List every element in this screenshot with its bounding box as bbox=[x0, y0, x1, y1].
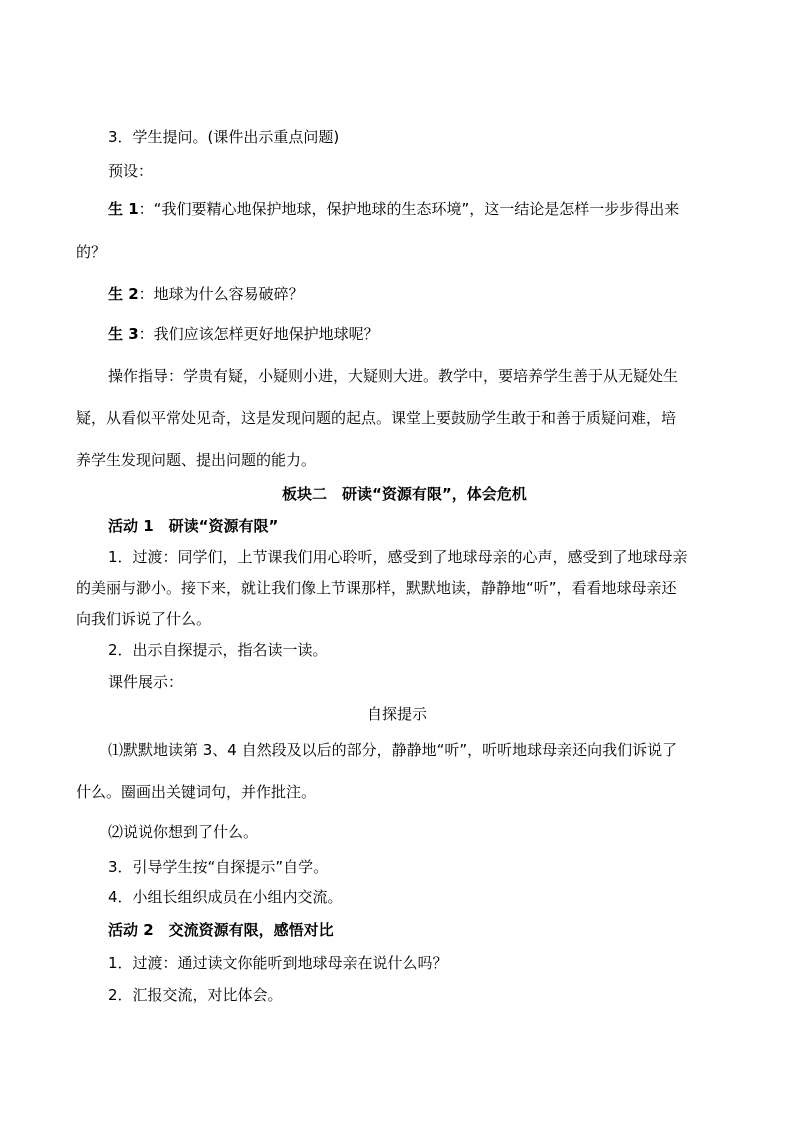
student-3-question bbox=[108, 324, 379, 344]
student-3-label: 生 3 bbox=[108, 325, 139, 343]
self-study-item-2: ⑵说说你想到了什么。 bbox=[108, 823, 259, 841]
student-3-text: ：我们应该怎样更好地保护地球呢？ bbox=[138, 325, 379, 343]
transition-para-line3: 向我们诉说了什么。 bbox=[76, 610, 212, 628]
activity-2-heading: 活动 2 交流资源有限，感悟对比 bbox=[108, 921, 334, 939]
student-1-text: ：“我们要精心地保护地球，保护地球的生态环境”，这一结论是怎样一步步得出来 bbox=[138, 200, 680, 218]
section-heading: 板块二 研读“资源有限”，体会危机 bbox=[282, 485, 527, 503]
student-2-label: 生 2 bbox=[108, 285, 139, 303]
preset-label: 预设： bbox=[108, 162, 154, 180]
transition-para-line1: 1．过渡：同学们，上节课我们用心聆听，感受到了地球母亲的心声，感受到了地球母亲 bbox=[108, 548, 688, 566]
question-heading: 3．学生提问。(课件出示重点问题) bbox=[108, 128, 340, 146]
transition-para-line2: 的美丽与渺小。接下来，就让我们像上节课那样，默默地读，静静地“听”，看看地球母亲还 bbox=[76, 579, 677, 597]
activity-2-step-2: 2．汇报交流，对比体会。 bbox=[108, 986, 283, 1004]
step-4-text: 4．小组长组织成员在小组内交流。 bbox=[108, 888, 343, 906]
step-3-text: 3．引导学生按“自探提示”自学。 bbox=[108, 858, 329, 876]
self-study-item-1-line1: ⑴默默地读第 3、4 自然段及以后的部分，静静地“听”，听听地球母亲还向我们诉说了 bbox=[108, 741, 678, 759]
student-2-question bbox=[108, 284, 304, 304]
self-study-title: 自探提示 bbox=[366, 705, 427, 723]
guidance-para-line1: 操作指导：学贵有疑，小疑则小进，大疑则大进。教学中，要培养学生善于从无疑处生 bbox=[108, 367, 679, 385]
student-1-label: 生 1 bbox=[108, 200, 139, 218]
step-2-text: 2．出示自探提示，指名读一读。 bbox=[108, 641, 328, 659]
student-1-question bbox=[108, 199, 679, 219]
activity-2-step-1: 1．过渡：通过读文你能听到地球母亲在说什么吗？ bbox=[108, 954, 448, 972]
courseware-label: 课件展示： bbox=[108, 673, 184, 691]
activity-1-heading: 活动 1 研读“资源有限” bbox=[108, 517, 279, 535]
student-2-text: ：地球为什么容易破碎？ bbox=[138, 285, 304, 303]
guidance-para-line3: 养学生发现问题、提出问题的能力。 bbox=[76, 451, 317, 469]
self-study-item-1-line2: 什么。圈画出关键词句，并作批注。 bbox=[76, 783, 317, 801]
student-1-question-cont: 的？ bbox=[76, 243, 107, 261]
guidance-para-line2: 疑，从看似平常处见奇，这是发现问题的起点。课堂上要鼓励学生敢于和善于质疑问难，培 bbox=[76, 409, 677, 427]
